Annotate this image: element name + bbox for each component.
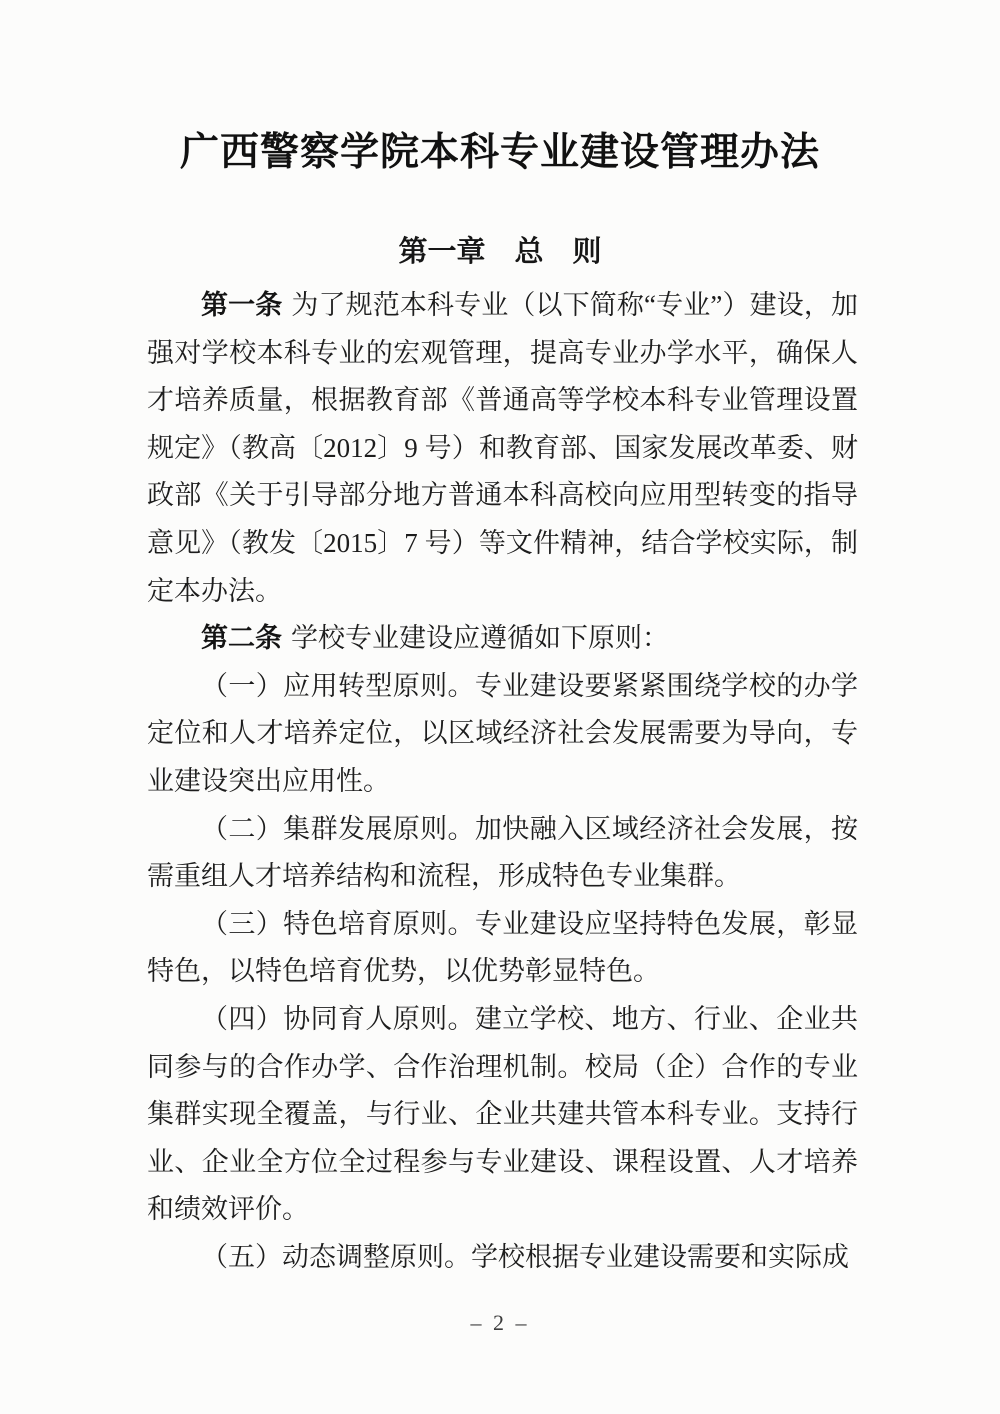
paragraph [147, 282, 858, 615]
chapter-heading: 第一章 总 则 [398, 236, 602, 268]
paragraph-text: （二）集群发展原则。加快融入区域经济社会发展，按需重组人才培养结构和流程，形成特色专业集群。 [147, 813, 858, 892]
paragraph-lead: 第二条 [201, 623, 282, 654]
paragraph-text: （一）应用转型原则。专业建设要紧紧围绕学校的办学定位和人才培养定位，以区域经济社会发展需要为导向，专业建设突出应用性。 [147, 670, 858, 796]
paragraph-text: 学校专业建设应遵循如下原则： [291, 623, 669, 654]
paragraph [147, 996, 858, 1234]
paragraph [147, 901, 858, 996]
paragraph [147, 1234, 858, 1282]
paragraph [147, 663, 858, 806]
paragraph-text: （三）特色培育原则。专业建设应坚持特色发展，彰显特色，以特色培育优势，以优势彰显特色。 [147, 908, 858, 987]
page-number: – 2 – [470, 1310, 530, 1335]
paragraph [147, 806, 858, 901]
paragraph-text: （四）协同育人原则。建立学校、地方、行业、企业共同参与的合作办学、合作治理机制。校局（企）合作的专业集群实现全覆盖，与行业、企业共建共管本科专业。支持行业、企业全方位全过程参与专业建设、课程设置、人才培养和绩效评价。 [147, 1003, 858, 1225]
paragraph-text: （五）动态调整原则。学校根据专业建设需要和实际成 [201, 1241, 849, 1272]
paragraph-text: 为了规范本科专业（以下简称“专业”）建设，加强对学校本科专业的宏观管理，提高专业办学水平，确保人才培养质量，根据教育部《普通高等学校本科专业管理设置规定》（教高〔2012〕9 号）和教育部、国家发展改革委、财政部《关于引导部分地方普通本科高校向应用型转变的指导意见》（教发〔2015〕7 号）等文件精神，结合学校实际，制定本办法。 [147, 290, 859, 606]
paragraph-lead: 第一条 [201, 290, 283, 320]
document-title: 广西警察学院本科专业建设管理办法 [179, 131, 820, 174]
paragraph [147, 615, 858, 663]
document-body [147, 282, 858, 1281]
